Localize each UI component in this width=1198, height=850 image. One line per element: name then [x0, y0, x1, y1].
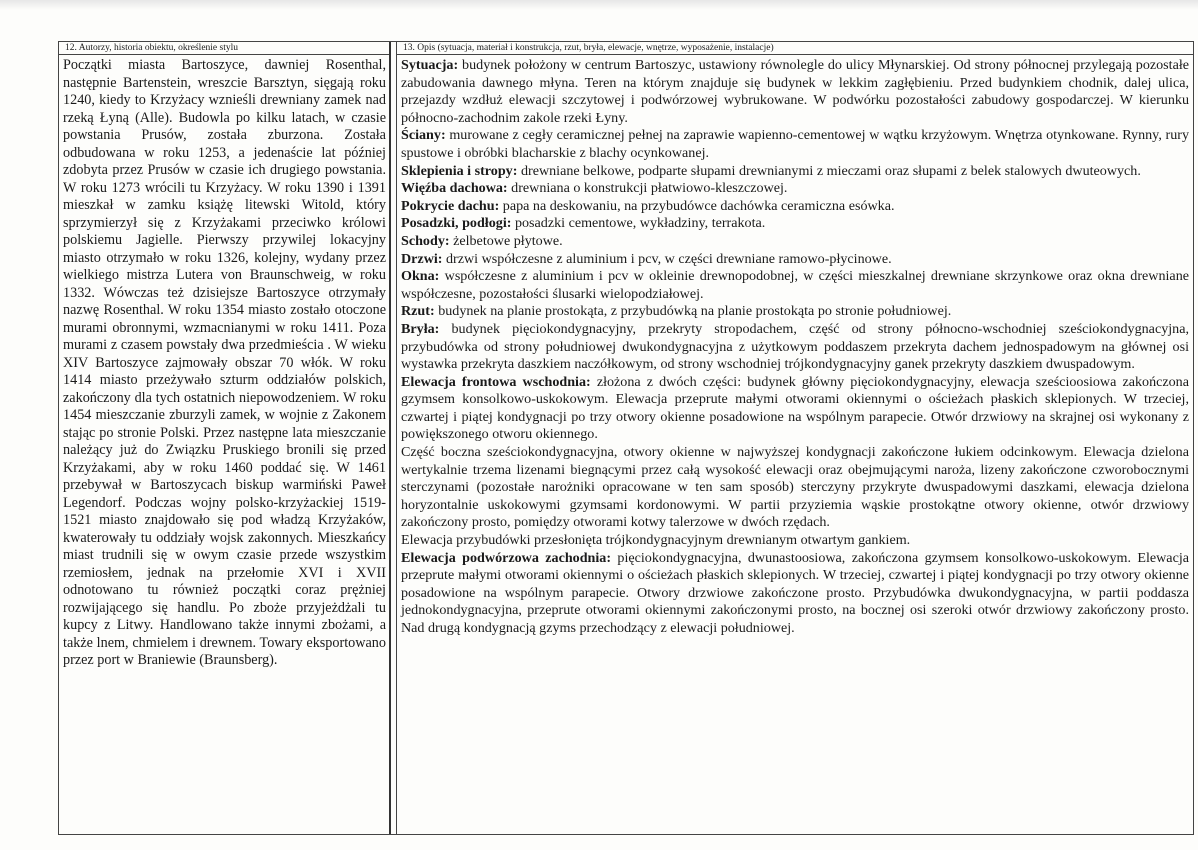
paragraph-elewacja-podworzowa — [401, 550, 1189, 638]
paragraph-text: drzwi współczesne z aluminium i pcv, w części drewniane ramowo-płycinowe. — [442, 250, 892, 267]
paragraph-label: Bryła: — [401, 320, 440, 337]
paragraph-text: pięciokondygnacyjna, dwunastoosiowa, zakończona gzymsem konsolkowo-uskokowym. Elewacja przeprute małymi otworami okiennymi o ościeżach płaskich sklepionych. W trzeciej, czwartej i piątej kondygnacji po trzy otwory okienne posadowione na wspólnym parapecie. Otwory drzwiowe zakończone prosto. Przybudówka dwukondygnacyjna, w partii poddasza jednokondygnacyjna, przeprute otworami okiennymi zakończonymi prosto, na bocznej osi szeroki otwór drzwiowy zakończony prosto. Nad drugą kondygnacją gzyms przechodzący z elewacji południowej. — [401, 549, 1189, 636]
paragraph-text: drewniana o konstrukcji płatwiowo-kleszczowej. — [507, 180, 788, 197]
paragraph-text: złożona z dwóch części: budynek główny pięciokondygnacyjny, elewacja sześcioosiowa zakończona gzymsem konsolkowo-uskokowym. Elewacja przeprute małymi otworami okiennymi o ościeżach płaskich sklepionych. W trzeciej, czwartej i piątej kondygnacji po trzy otwory okienne posadowione na wspólnym parapecie. Otwór drzwiowy na skrajnej osi wykonany z powiększonego otworu okiennego. — [401, 373, 1189, 443]
paragraph-drzwi — [401, 251, 1189, 269]
paragraph-text: Elewacja przybudówki przesłonięta trójkondygnacyjnym drewnianym otwartym gankiem. — [401, 532, 911, 549]
scan-top-edge — [0, 0, 1198, 10]
paragraph-okna — [401, 268, 1189, 303]
description-body — [397, 55, 1193, 638]
history-text: Początki miasta Bartoszyce, dawniej Rosenthal, następnie Bartenstein, wreszcie Barsztyn, sięgają roku 1240, kiedy to Krzyżacy wznieśli drewniany zamek nad rzeką Łyną (Alle). Budowla po kilku latach, w czasie powstania Prusów, została zburzona. Została odbudowana w roku 1253, a jedenaście lat później zdobyta przez Prusów w czasie ich drugiego powstania. W roku 1273 wrócili tu Krzyżacy. W roku 1390 i 1391 mieszkał w zamku książę litewski Witold, który sprzymierzył się z Krzyżakami przeciwko królowi polskiemu Jagielle. Pierwszy przywilej lokacyjny miasto otrzymało w roku 1326, kolejny, wydany przez wielkiego mistrza Lutera von Braunschweig, w roku 1332. Wówczas też dzisiejsze Bartoszyce otrzymały nazwę Rosenthal. W roku 1354 miasto zostało otoczone murami obronnymi, wzmacnianymi w roku 1411. Poza murami z czasem powstały dwa przedmieścia . W wieku XIV Bartoszyce zajmowały obszar 70 włók. W roku 1414 miasto przeżywało szturm oddziałów polskich, zakończony dla tych ostatnich niepowodzeniem. W roku 1454 mieszczanie zburzyli zamek, w wojnie z Zakonem stając po stronie Polski. Przez następne lata mieszczanie należący już do Związku Pruskiego bronili się przed Krzyżakami, aby w roku 1460 poddać się. W 1461 przebywał w Bartoszycach biskup warmiński Paweł Legendorf. Podczas wojny polsko-krzyżackiej 1519-1521 miasto znajdowało się pod władzą Krzyżaków, kwaterowały tu oddziały wojsk zakonnych. Mieszkańcy miast trudnili się w owym czasie przede wszystkim rzemiosłem, jednak na przełomie XVI i XVII odnotowano tu również początki coraz prężniej rozwijającego się handlu. Po zboże przyjeżdżali tu kupcy z Litwy. Handlowano także innymi zbożami, a także lnem, chmielem i drewnem. Towary eksportowano przez port w Braniewie (Braunsberg). — [63, 57, 386, 668]
paragraph-text: żelbetowe płytowe. — [449, 232, 563, 249]
paragraph-label: Drzwi: — [401, 250, 443, 267]
paragraph-sklepienia — [401, 163, 1189, 181]
paragraph-czesc-boczna — [401, 444, 1189, 532]
paragraph-posadzki — [401, 215, 1189, 233]
description-header — [397, 42, 1193, 55]
paragraph-rzut — [401, 303, 1189, 321]
paragraph-text: współczesne z aluminium i pcv w okleinie drewnopodobnej, w części mieszkalnej drewniane skrzynkowe oraz okna drewniane współczesne, pozostałości ślusarki wielopodziałowej. — [401, 268, 1189, 302]
paragraph-text: drewniane belkowe, podparte słupami drewnianymi z mieczami oraz słupami z belek stalowych dwuteowych. — [517, 162, 1141, 179]
paragraph-label: Ściany: — [401, 127, 446, 144]
paragraph-schody — [401, 233, 1189, 251]
history-column — [59, 42, 391, 834]
paragraph-label: Rzut: — [401, 303, 435, 320]
paragraph-text: posadzki cementowe, wykładziny, terrakota. — [511, 215, 766, 232]
paragraph-label: Więźba dachowa: — [401, 180, 508, 197]
paragraph-text: budynek na planie prostokąta, z przybudówką na planie prostokąta po stronie południowej. — [434, 303, 952, 320]
paragraph-wiezba — [401, 180, 1189, 198]
paragraph-label: Posadzki, podłogi: — [401, 215, 512, 232]
paragraph-text: papa na deskowaniu, na przybudówce dachówka ceramiczna esówka. — [499, 197, 895, 214]
paragraph-label: Sklepienia i stropy: — [401, 162, 518, 179]
paragraph-elewacja-przybudowki — [401, 532, 1189, 550]
paragraph-sciany — [401, 127, 1189, 162]
description-header-label: 13. Opis (sytuacja, materiał i konstrukcja, rzut, bryła, elewacje, wnętrze, wyposażenie, instalacje) — [403, 43, 774, 53]
document-form-table — [58, 41, 1194, 835]
history-header-label: 12. Autorzy, historia obiektu, określenie stylu — [65, 43, 238, 53]
paragraph-label: Sytuacja: — [401, 57, 459, 73]
description-column — [396, 42, 1193, 834]
paragraph-bryla — [401, 321, 1189, 374]
paragraph-text: murowane z cegły ceramicznej pełnej na zaprawie wapienno-cementowej w wątku krzyżowym. Wnętrza otynkowane. Rynny, rury spustowe i obróbki blacharskie z blachy ocynkowanej. — [401, 127, 1189, 161]
paragraph-label: Pokrycie dachu: — [401, 197, 500, 214]
paragraph-text: Część boczna sześciokondygnacyjna, otwory okienne w najwyższej kondygnacji zakończone łukiem odcinkowym. Elewacja dzielona wertykalnie trzema lizenami biegnącymi przez całą wysokość elewacji oraz obejmującymi naroża, lizeny zakończone czworobocznymi sterczynami (pozostałe narożniki opracowane w ten sam sposób) sterczyny przykryte dwuspadowymi daszkami, elewacja dzielona horyzontalnie uskokowymi gzymsami kordonowymi. W partii przyziemia wąskie prostokątne otwory okienne, otwór drzwiowy zakończony prosto, pomiędzy otworami kotwy talerzowe w dwóch rzędach. — [401, 444, 1189, 531]
paragraph-elewacja-frontowa — [401, 374, 1189, 444]
paragraph-label: Schody: — [401, 232, 450, 249]
history-header — [59, 42, 389, 55]
paragraph-text: budynek pięciokondygnacyjny, przekryty stropodachem, część od strony północno-wschodniej sześciokondygnacyjna, przybudówka od strony południowej dwukondygnacyjna z użytkowym poddaszem przekryta dachem jednospadowym na głównej osi wystawka przekryta daszkiem naczółkowym, od strony wschodniej trójkondygnacyjny ganek przekryty daszkiem dwuspadowym. — [401, 320, 1189, 373]
paragraph-sytuacja — [401, 57, 1189, 127]
paragraph-text: budynek położony w centrum Bartoszyc, ustawiony równolegle do ulicy Młynarskiej. Od strony północnej przylegają pozostałe zabudowania dawnego młyna. Teren na którym znajduje się budynek w lekkim zagłębieniu. Przed budynkiem chodnik, dalej ulica, przejazdy wzdłuż elewacji szczytowej i podwórzowej wybrukowane. W podwórku pozostałości zabudowy gospodarczej. W kierunku północno-zachodnim zakole rzeki Łyny. — [401, 57, 1189, 126]
paragraph-label: Okna: — [401, 268, 440, 285]
paragraph-label: Elewacja frontowa wschodnia: — [401, 373, 591, 390]
paragraph-pokrycie — [401, 198, 1189, 216]
history-body — [59, 55, 389, 670]
paragraph-label: Elewacja podwórzowa zachodnia: — [401, 549, 612, 566]
